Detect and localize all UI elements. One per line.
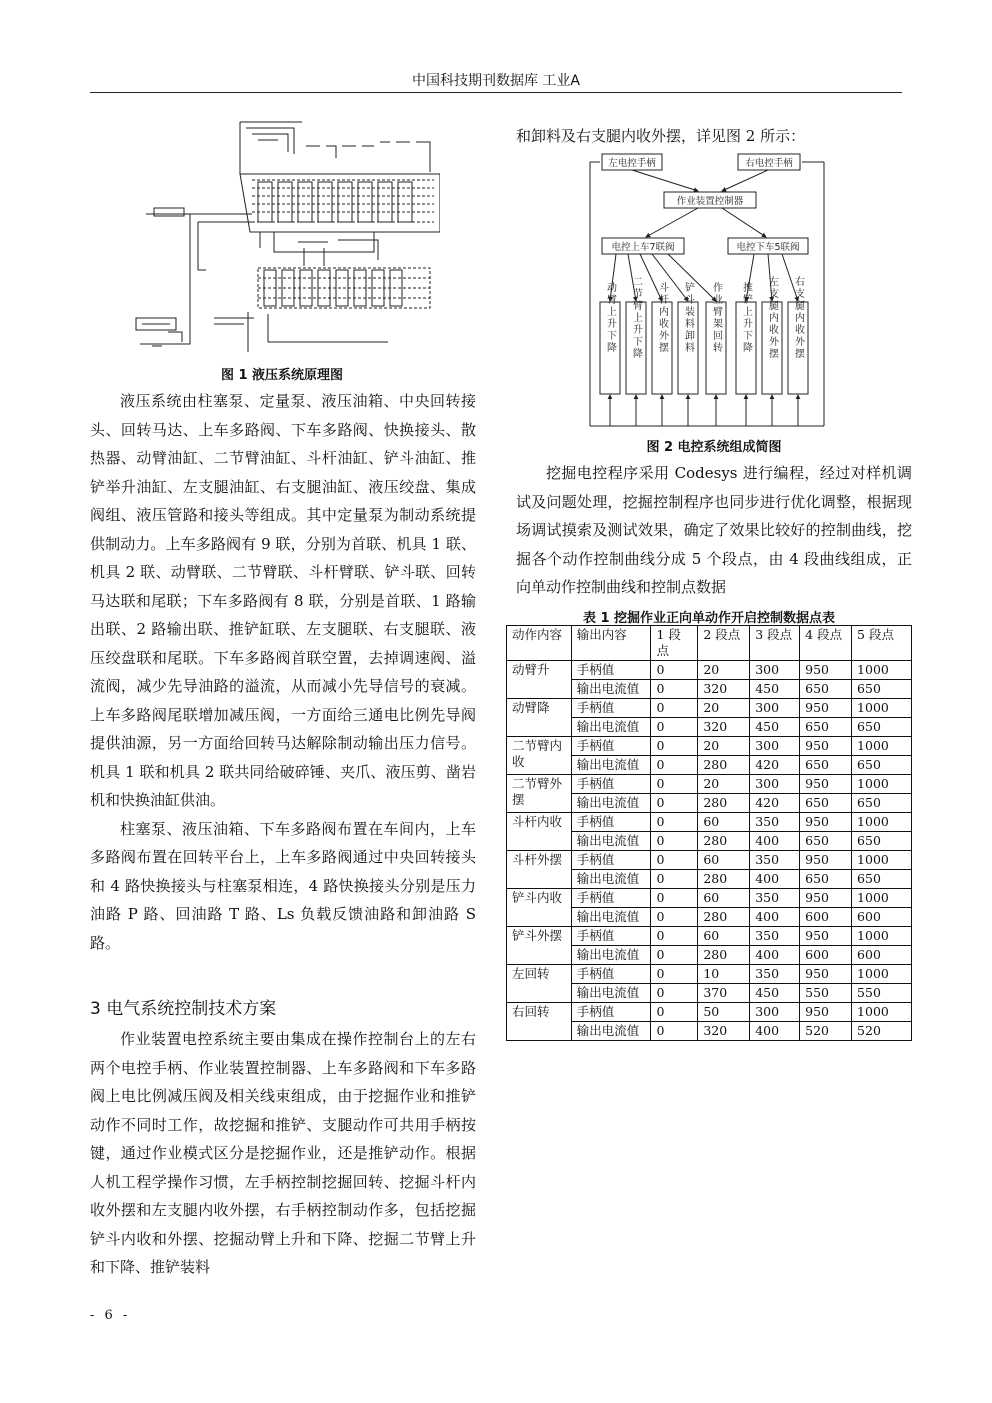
table-cell: 手柄值 (571, 813, 651, 832)
table-cell: 550 (852, 984, 912, 1003)
table-cell: 950 (800, 889, 852, 908)
table-cell: 0 (651, 1022, 698, 1041)
table-cell: 520 (852, 1022, 912, 1041)
table-cell: 输出电流值 (571, 984, 651, 1003)
table-cell: 输出电流值 (571, 1022, 651, 1041)
body-paragraph: 柱塞泵、液压油箱、下车多路阀布置在车间内，上车多路阀布置在回转平台上，上车多路阀通过中央回转接头和 4 路快换接头与柱塞泵相连，4 路快换接头分别是压力油路 P 路、回油路 T 路、Ls 负载反馈油路和卸油路 S 路。 (90, 819, 476, 952)
table-cell: 950 (800, 699, 852, 718)
table-row (507, 699, 912, 718)
table-cell: 280 (698, 946, 750, 965)
table-row (507, 661, 912, 680)
table-cell: 300 (750, 699, 800, 718)
action-cell: 斗杆外摆 (507, 851, 572, 889)
table-row (507, 1003, 912, 1022)
table-cell: 950 (800, 737, 852, 756)
table-cell: 输出电流值 (571, 946, 651, 965)
table-cell: 20 (698, 699, 750, 718)
table-cell: 280 (698, 756, 750, 775)
table-cell: 650 (800, 794, 852, 813)
table-cell: 600 (800, 908, 852, 927)
table-cell: 0 (651, 718, 698, 737)
table-cell: 0 (651, 756, 698, 775)
table-cell: 400 (750, 908, 800, 927)
action-cell: 左回转 (507, 965, 572, 1003)
table-cell: 400 (750, 1022, 800, 1041)
body-paragraph: 液压系统由柱塞泵、定量泵、液压油箱、中央回转接头、回转马达、上车多路阀、下车多路阀、快换接头、散热器、动臂油缸、二节臂油缸、斗杆油缸、铲斗油缸、推铲举升油缸、左支腿油缸、右支腿油缸、液压绞盘、集成阀组、液压管路和接头等组成。其中定量泵为制动系统提供制动力。上车多路阀有 9 联，分别为首联、机具 1 联、机具 2 联、动臂联、二节臂联、斗杆臂联、铲斗联、回转马达联和尾联；下车多路阀有 8 联，分别是首联、1 路输出联、2 路输出联、推铲缸联、左支腿联、右支腿联、液压绞盘联和尾联。下车多路阀首联空置，去掉调速阀、溢流阀，减少先导油路的溢流，从而减小先导信号的衰减。上车多路阀尾联增加减压阀，一方面给三通电比例先导阀提供油源，另一方面给回转马达解除制动输出压力信号。机具 1 联和机具 2 联共同给破碎锤、夹爪、液压剪、凿岩机和快换油缸供油。 (90, 392, 476, 809)
table-cell: 420 (750, 756, 800, 775)
header-rule (90, 92, 902, 93)
table-row (507, 889, 912, 908)
table-cell: 50 (698, 1003, 750, 1022)
table-cell: 1000 (852, 699, 912, 718)
table-cell: 550 (800, 984, 852, 1003)
table-cell: 320 (698, 1022, 750, 1041)
page-number: - 6 - (90, 1308, 131, 1323)
table-cell: 450 (750, 984, 800, 1003)
table-cell: 0 (651, 832, 698, 851)
table-header-cell: 5 段点 (852, 626, 912, 661)
table-cell: 20 (698, 737, 750, 756)
action-cell: 二节臂内收 (507, 737, 572, 775)
journal-header: 中国科技期刊数据库 工业A (411, 73, 581, 89)
action-cell: 斗杆内收 (507, 813, 572, 851)
table-header-cell: 2 段点 (698, 626, 750, 661)
right-intro (516, 122, 912, 151)
action-cell: 动臂降 (507, 699, 572, 737)
table-cell: 1000 (852, 661, 912, 680)
table-cell: 输出电流值 (571, 756, 651, 775)
table-cell: 520 (800, 1022, 852, 1041)
table-cell: 450 (750, 680, 800, 699)
table-cell: 650 (852, 756, 912, 775)
table-cell: 650 (852, 680, 912, 699)
table-cell: 输出电流值 (571, 718, 651, 737)
table-header-cell: 输出内容 (571, 626, 651, 661)
table-cell: 280 (698, 908, 750, 927)
table-cell: 手柄值 (571, 661, 651, 680)
table-cell: 0 (651, 927, 698, 946)
table-cell: 输出电流值 (571, 794, 651, 813)
table-cell: 950 (800, 851, 852, 870)
figure2-diagram (588, 148, 834, 430)
table-cell: 950 (800, 965, 852, 984)
table-cell: 手柄值 (571, 1003, 651, 1022)
table-cell: 60 (698, 927, 750, 946)
table-cell: 600 (852, 908, 912, 927)
table-cell: 20 (698, 661, 750, 680)
table-cell: 650 (852, 870, 912, 889)
table-cell: 1000 (852, 737, 912, 756)
table-header-row (507, 626, 912, 661)
output-box-label: 推铲上升下降 (740, 282, 752, 354)
table-cell: 350 (750, 965, 800, 984)
table-cell: 0 (651, 794, 698, 813)
table-cell: 950 (800, 813, 852, 832)
lower-valve-label: 电控下车5联阀 (736, 242, 800, 253)
body-paragraph: 作业装置电控系统主要由集成在操作控制台上的左右两个电控手柄、作业装置控制器、上车多路阀和下车多路阀上电比例减压阀及相关线束组成，由于挖掘作业和推铲动作不同时工作，故挖掘和推铲、支腿动作可共用手柄按键，通过作业模式区分是挖掘作业，还是推铲动作。根据人机工程学操作习惯，左手柄控制挖掘回转、挖掘斗杆内收外摆和左支腿内收外摆，右手柄控制动作多，包括挖掘铲斗内收和外摆、挖掘动臂上升和下降、挖掘二节臂上升和下降、推铲装料 (90, 1030, 476, 1276)
table-cell: 60 (698, 889, 750, 908)
table-row (507, 775, 912, 794)
table-cell: 280 (698, 794, 750, 813)
table-cell: 手柄值 (571, 699, 651, 718)
table-cell: 0 (651, 870, 698, 889)
table-cell: 手柄值 (571, 889, 651, 908)
table-cell: 0 (651, 775, 698, 794)
action-cell: 铲斗内收 (507, 889, 572, 927)
table-cell: 手柄值 (571, 851, 651, 870)
left-column-text (90, 387, 476, 957)
output-box-label: 左支腿内收外摆 (766, 276, 778, 360)
table-cell: 10 (698, 965, 750, 984)
table-cell: 60 (698, 851, 750, 870)
table-cell: 650 (800, 870, 852, 889)
table-cell: 1000 (852, 965, 912, 984)
table-row (507, 851, 912, 870)
table-cell: 950 (800, 1003, 852, 1022)
table-cell: 输出电流值 (571, 870, 651, 889)
table-cell: 300 (750, 775, 800, 794)
table-cell: 450 (750, 718, 800, 737)
figure2-caption: 图 2 电控系统组成简图 (646, 440, 782, 455)
table1-caption: 表 1 挖掘作业正向单动作开启控制数据点表 (582, 611, 836, 626)
section3-text (90, 1025, 476, 1282)
table-cell: 0 (651, 908, 698, 927)
table-cell: 950 (800, 661, 852, 680)
table-cell: 0 (651, 984, 698, 1003)
table-cell: 20 (698, 775, 750, 794)
table-cell: 手柄值 (571, 927, 651, 946)
upper-valve-label: 电控上车7联阀 (611, 242, 675, 253)
table-cell: 350 (750, 927, 800, 946)
table-cell: 320 (698, 718, 750, 737)
table-cell: 输出电流值 (571, 832, 651, 851)
table-cell: 400 (750, 946, 800, 965)
figure1-schematic (128, 118, 440, 356)
table-cell: 1000 (852, 813, 912, 832)
table-cell: 输出电流值 (571, 908, 651, 927)
table-cell: 0 (651, 889, 698, 908)
section-heading: 3 电气系统控制技术方案 (90, 999, 277, 1019)
table-cell: 0 (651, 965, 698, 984)
table-row (507, 927, 912, 946)
action-cell: 铲斗外摆 (507, 927, 572, 965)
table-cell: 650 (800, 718, 852, 737)
table-cell: 650 (800, 680, 852, 699)
right-column-text (516, 459, 912, 602)
body-paragraph: 和卸料及右支腿内收外摆，详见图 2 所示： (516, 127, 806, 145)
figure1-caption: 图 1 液压系统原理图 (220, 368, 344, 383)
output-box-label: 右支腿内收外摆 (792, 276, 804, 360)
table-cell: 手柄值 (571, 965, 651, 984)
table-row (507, 965, 912, 984)
table-cell: 400 (750, 832, 800, 851)
table-cell: 650 (852, 832, 912, 851)
output-box-label: 铲斗装料卸料 (682, 282, 694, 354)
table-cell: 1000 (852, 927, 912, 946)
table-header-cell: 动作内容 (507, 626, 572, 661)
table-cell: 1000 (852, 889, 912, 908)
table-cell: 950 (800, 927, 852, 946)
table-cell: 600 (800, 946, 852, 965)
table-cell: 1000 (852, 775, 912, 794)
table-cell: 400 (750, 870, 800, 889)
table-cell: 1000 (852, 851, 912, 870)
table-row (507, 813, 912, 832)
table-cell: 手柄值 (571, 737, 651, 756)
table-header-cell: 3 段点 (750, 626, 800, 661)
body-paragraph: 挖掘电控程序采用 Codesys 进行编程，经过对样机调试及问题处理，挖掘控制程序也同步进行优化调整，根据现场调试摸索及测试效果，确定了效果比较好的控制曲线，挖掘各个动作控制曲线分成 5 个段点，由 4 段曲线组成，正向单动作控制曲线和控制点数据 (516, 464, 912, 596)
table-cell: 650 (800, 756, 852, 775)
right-handle-label: 右电控手柄 (745, 158, 793, 169)
table-cell: 手柄值 (571, 775, 651, 794)
table-cell: 280 (698, 832, 750, 851)
table-cell: 0 (651, 851, 698, 870)
table-cell: 300 (750, 737, 800, 756)
table-cell: 输出电流值 (571, 680, 651, 699)
table-cell: 0 (651, 813, 698, 832)
controller-label: 作业装置控制器 (676, 196, 744, 207)
table-cell: 350 (750, 889, 800, 908)
output-box-label: 斗杆内收外摆 (656, 282, 668, 354)
action-cell: 右回转 (507, 1003, 572, 1041)
output-box-label: 作业臂架回转 (710, 282, 722, 354)
table-cell: 950 (800, 775, 852, 794)
table-row (507, 737, 912, 756)
table-cell: 600 (852, 946, 912, 965)
table-cell: 280 (698, 870, 750, 889)
table-cell: 650 (852, 718, 912, 737)
table-cell: 0 (651, 1003, 698, 1022)
table-cell: 300 (750, 1003, 800, 1022)
table-cell: 350 (750, 851, 800, 870)
table1 (506, 625, 912, 1041)
table-cell: 60 (698, 813, 750, 832)
table-cell: 1000 (852, 1003, 912, 1022)
table-cell: 370 (698, 984, 750, 1003)
action-cell: 二节臂外摆 (507, 775, 572, 813)
table-header-cell: 1 段点 (651, 626, 698, 661)
table-cell: 320 (698, 680, 750, 699)
table-cell: 0 (651, 699, 698, 718)
table-cell: 0 (651, 737, 698, 756)
table-header-cell: 4 段点 (800, 626, 852, 661)
output-box-label: 二节臂上升下降 (630, 276, 642, 360)
table-cell: 300 (750, 661, 800, 680)
table-cell: 350 (750, 813, 800, 832)
action-cell: 动臂升 (507, 661, 572, 699)
table-cell: 650 (800, 832, 852, 851)
left-handle-label: 左电控手柄 (608, 158, 656, 169)
table-cell: 0 (651, 946, 698, 965)
output-box-label: 动臂上升下降 (604, 282, 616, 354)
table-cell: 0 (651, 680, 698, 699)
table-cell: 420 (750, 794, 800, 813)
table-cell: 650 (852, 794, 912, 813)
table-cell: 0 (651, 661, 698, 680)
